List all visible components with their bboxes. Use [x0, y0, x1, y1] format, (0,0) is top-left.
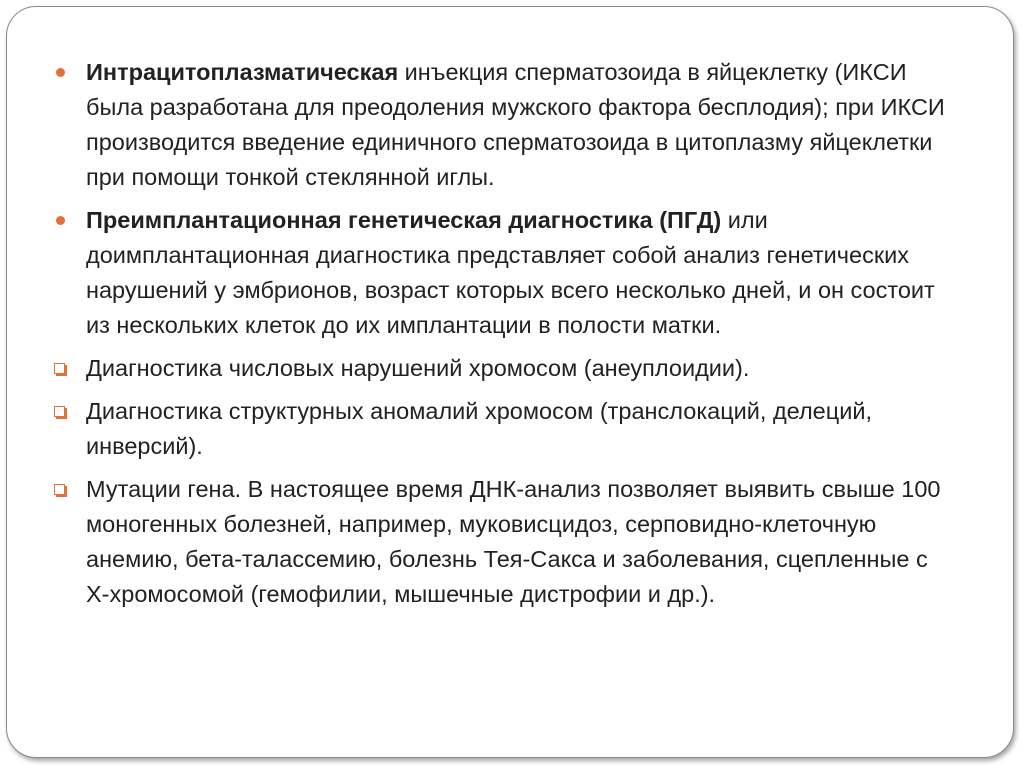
bullet-item-mutations	[52, 472, 952, 612]
bold-term: Интрацитоплазматическая	[86, 59, 399, 85]
bullet-text	[86, 59, 945, 190]
bullet-body: Диагностика структурных аномалий хромосом (транслокаций, делеций, инверсий).	[86, 398, 872, 459]
bullet-body: Диагностика числовых нарушений хромосом (анеуплоидии).	[86, 355, 750, 381]
bullet-body: инъекция сперматозоида в яйцеклетку (ИКСИ была разработана для преодоления мужского фактора бесплодия); при ИКСИ производится введение единичного сперматозоида в цитоплазму яйцеклетки при помощи тонкой стеклянной иглы.	[86, 59, 945, 190]
bullet-item-pgd	[52, 203, 952, 343]
bold-term: Преимплантационная генетическая диагностика (ПГД)	[86, 207, 722, 233]
checkbox-bullet-icon	[54, 363, 65, 374]
bullet-text	[86, 476, 941, 607]
bullet-item-aneuploidy	[52, 351, 952, 386]
slide-content	[52, 55, 952, 620]
bullet-text	[86, 398, 872, 459]
bullet-text	[86, 207, 935, 338]
bullet-item-icsi	[52, 55, 952, 195]
orange-dot-bullet-icon	[56, 216, 65, 225]
bullet-body: Мутации гена. В настоящее время ДНК-анализ позволяет выявить свыше 100 моногенных болезней, например, муковисцидоз, серповидно-клеточную анемию, бета-талассемию, болезнь Тея-Сакса и заболевания, сцепленные с Х-хромосомой (гемофилии, мышечные дистрофии и др.).	[86, 476, 941, 607]
checkbox-bullet-icon	[54, 406, 65, 417]
bullet-body: или доимплантационная диагностика представляет собой анализ генетических нарушений у эмбрионов, возраст которых всего несколько дней, и он состоит из нескольких клеток до их имплантации в полости матки.	[86, 207, 935, 338]
checkbox-bullet-icon	[54, 484, 65, 495]
bullet-text	[86, 355, 749, 381]
bullet-item-structural	[52, 394, 952, 464]
orange-dot-bullet-icon	[56, 68, 65, 77]
